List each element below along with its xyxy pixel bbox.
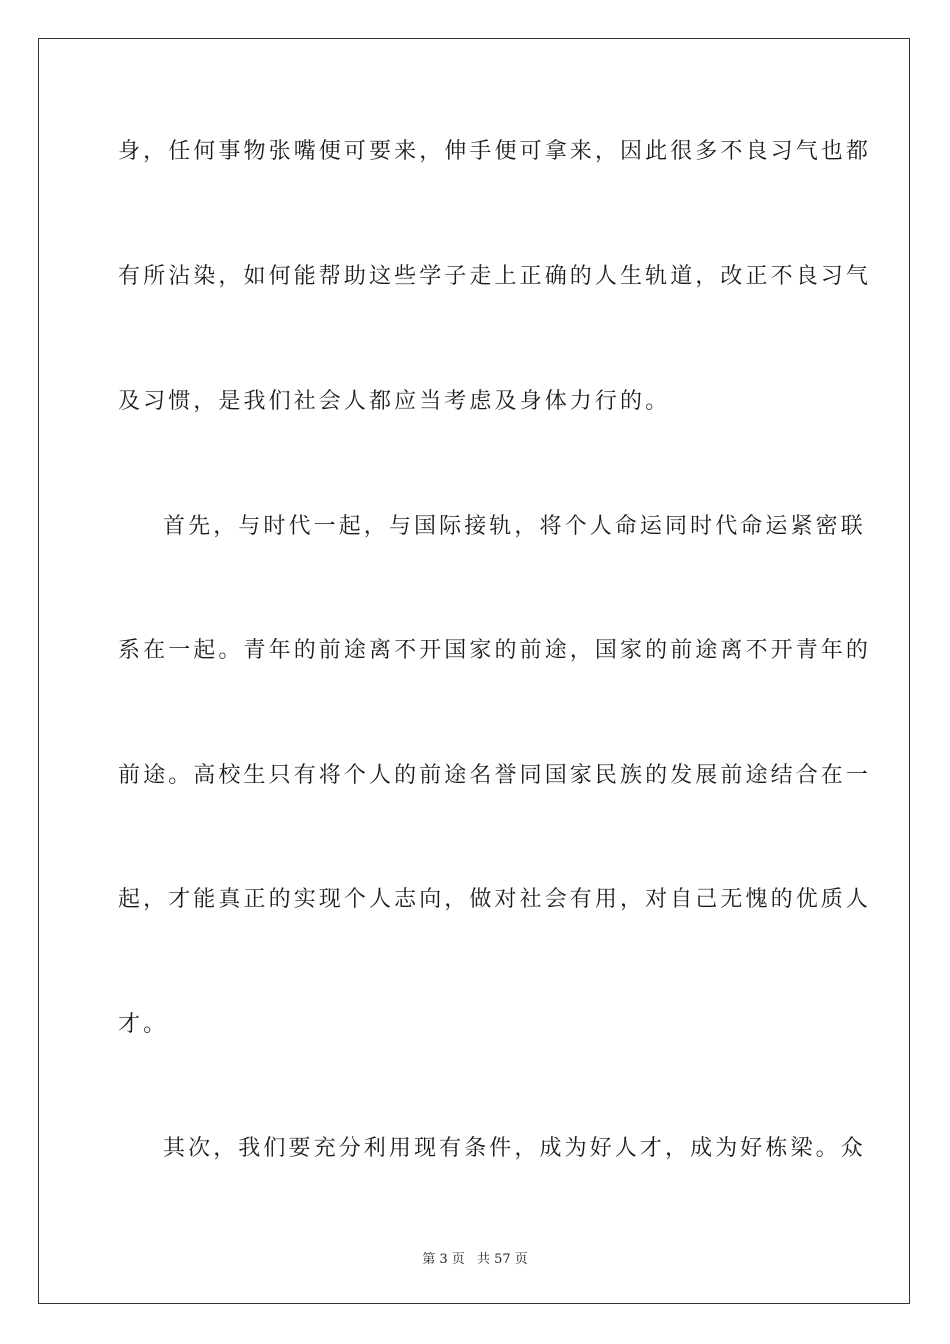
page-frame: [38, 38, 910, 1304]
text-line: 起，才能真正的实现个人志向，做对社会有用，对自己无愧的优质人: [118, 887, 872, 912]
text-line: 有所沾染，如何能帮助这些学子走上正确的人生轨道，改正不良习气: [118, 264, 872, 289]
text-line: 身，任何事物张嘴便可要来，伸手便可拿来，因此很多不良习气也都: [118, 139, 872, 164]
text-line: 及习惯，是我们社会人都应当考虑及身体力行的。: [118, 389, 671, 414]
text-line: 才。: [118, 1012, 169, 1037]
text-line: 系在一起。青年的前途离不开国家的前途，国家的前途离不开青年的: [118, 638, 872, 663]
page-footer: [0, 1248, 950, 1267]
text-line: 前途。高校生只有将个人的前途名誉同国家民族的发展前途结合在一: [118, 763, 872, 788]
paragraph-first-line: 其次，我们要充分利用现有条件，成为好人才，成为好栋梁。众: [163, 1136, 866, 1161]
page-number: 第 3 页: [422, 1252, 465, 1267]
paragraph-first-line: 首先，与时代一起，与国际接轨，将个人命运同时代命运紧密联: [163, 514, 866, 539]
page-total: 共 57 页: [476, 1252, 528, 1267]
